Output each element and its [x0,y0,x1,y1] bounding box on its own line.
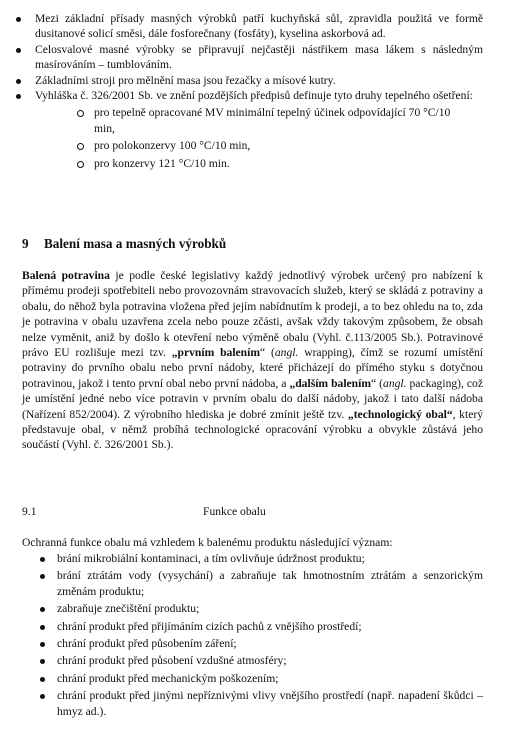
list-item: zabraňuje znečištění produktu; [0,601,505,616]
subsection-number: 9.1 [22,505,37,518]
list-item: brání mikrobiální kontaminaci, a tím ovlivňuje údržnost produktu; [0,551,505,566]
bullet-icon [40,659,45,664]
top-bullet-list [0,11,505,171]
bullet-icon [40,694,45,699]
subsection-title: Funkce obalu [203,505,266,518]
list-item: brání ztrátám vody (vysychání) a zabraňuje tak hmotnostním ztrátám a senzorickým změnám produktu; [0,568,505,599]
sub-list-item: pro tepelně opracované MV minimální tepelný účinek odpovídající 70 °C/10 min, [0,105,483,136]
circle-bullet-icon [77,161,84,168]
subsection-heading [22,504,483,519]
section-heading [22,236,226,251]
list-item: chrání produkt před přijímáním cizích pachů z vnějšího prostředí; [0,619,505,634]
bullet-icon [40,574,45,579]
list-item: chrání produkt před mechanickým poškozením; [0,671,505,686]
bullet-icon [40,625,45,630]
sub-bullet-list [0,105,483,171]
bullet-icon [16,94,21,99]
bullet-icon [40,557,45,562]
bullet-icon [40,607,45,612]
section-title: Balení masa a masných výrobků [44,236,227,251]
function-bullet-list [0,551,505,721]
list-item: chrání produkt před působením záření; [0,636,505,651]
sub-list-item: pro polokonzervy 100 °C/10 min, [0,138,483,153]
circle-bullet-icon [77,143,84,150]
circle-bullet-icon [77,110,84,117]
bullet-icon [40,642,45,647]
intro-text: Ochranná funkce obalu má vzhledem k balenému produktu následující význam: [22,536,393,549]
list-item: chrání produkt před působení vzdušné atmosféry; [0,653,505,668]
bullet-icon [16,79,21,84]
list-item: Mezi základní přísady masných výrobků patří kuchyňská sůl, zpravidla použitá ve formě dusitanové solicí směsi, dále fosforečnany (fosfáty), kyselina askorbová ad. [0,11,505,42]
body-paragraph: Balená potravina je podle české legislativy každý jednotlivý výrobek určený pro nabízení k přímému prodeji spotřebiteli nebo provozovnám stravovacích služeb, který se skládá z potraviny a obalu, do něhož byla potravina vložena před jejím nabídnutím k prodeji, a to bez ohledu na to, zda je potravina v obalu uzavřena zcela nebo pouze zčásti, avšak vždy takovým způsobem, že obsah nelze vyměnit, aniž by došlo k otevření nebo výměně obalu (Vyhl. č.113/2005 Sb.). Potravinové právo EU rozlišuje mezi tzv. „prvním balením“ (angl. wrapping), čímž se rozumí umístění potraviny do prvního obalu nebo první nádoby, které přicházejí do přímého styku s dotyčnou potravinou, jakož i tento první obal nebo první nádoba, a „dalším balením“ (angl. packaging), což je umístění jedné nebo více potravin v prvním obalu do další nádoby, jakož i tato další nádoba (Nařízení 852/2004). Z výrobního hlediska je dobré zmínit ještě tzv. „technologický obal“, který představuje obal, v němž probíhá technologické opracování výrobku a obvykle zůstává jeho součástí (Vyhl. č. 326/2001 Sb.). [22,269,484,452]
section-number: 9 [22,236,29,251]
sub-list-item: pro konzervy 121 °C/10 min. [0,156,483,171]
bullet-icon [16,48,21,53]
list-item: Celosvalové masné výrobky se připravují nejčastěji nástřikem masa lákem s následným masírováním – tumblováním. [0,42,505,73]
list-item: Vyhláška č. 326/2001 Sb. ve znění pozdějších předpisů definuje tyto druhy tepelného ošetření: pro tepelně opracované MV minimální tepelný účinek odpovídající 70 °C/10 min, pro polokonzervy 100 °C/10 min, pro konzervy 121 °C/10 min. [0,88,505,171]
list-item: Základními stroji pro mělnění masa jsou řezačky a mísové kutry. [0,73,505,88]
bullet-icon [40,677,45,682]
bullet-icon [16,17,21,22]
list-item: chrání produkt před jinými nepříznivými vlivy vnějšího prostředí (např. napadení škůdci – hmyz ad.). [0,688,505,719]
